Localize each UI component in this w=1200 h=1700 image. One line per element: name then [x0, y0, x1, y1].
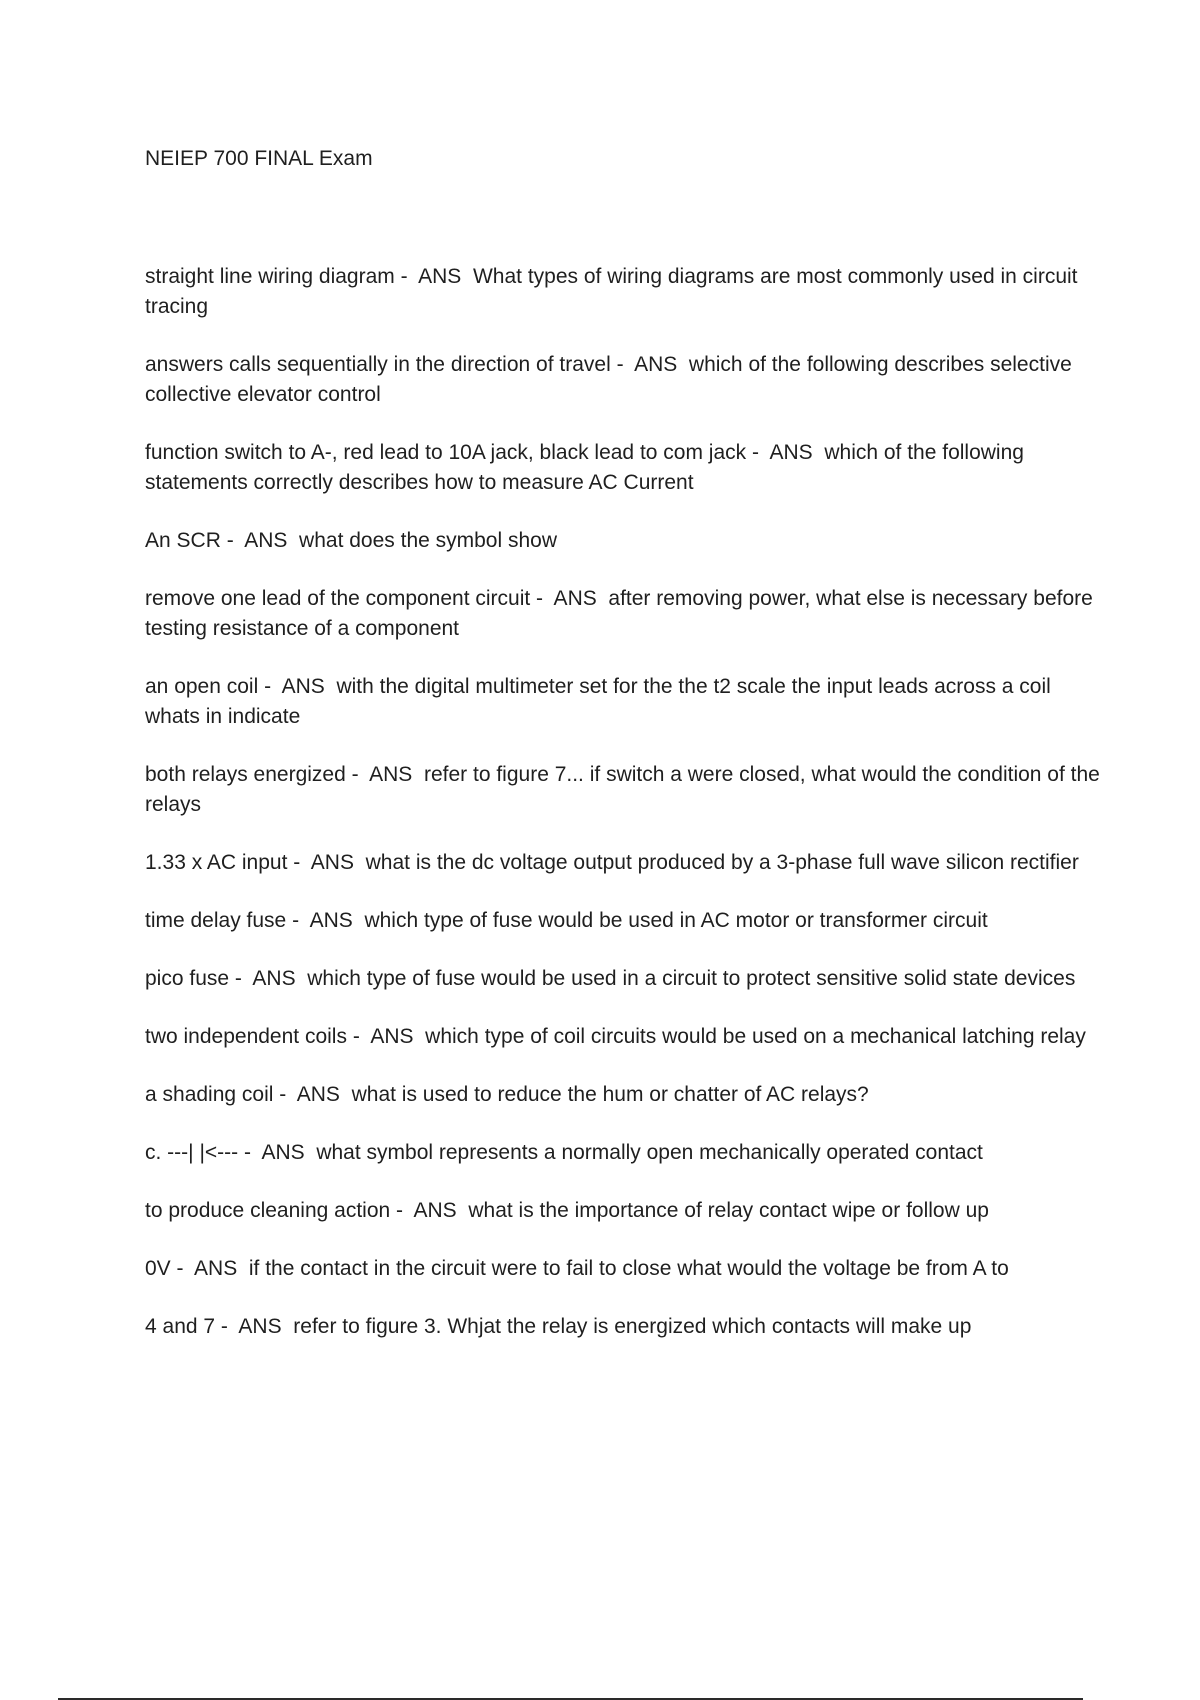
list-item: [145, 584, 1100, 644]
question-text: if the contact in the circuit were to fail to close what would the voltage be from A to: [248, 1257, 1009, 1280]
page-title: NEIEP 700 FINAL Exam: [145, 147, 373, 170]
question-text: which type of coil circuits would be used on a mechanical latching relay: [425, 1025, 1086, 1048]
question-text: What types of wiring diagrams are most commonly used in circuit tracing: [145, 265, 1078, 318]
list-item: [145, 848, 1100, 878]
list-item: [145, 262, 1100, 322]
answer-text: 0V: [145, 1257, 171, 1280]
list-item: [145, 906, 1100, 936]
answer-text: 1.33 x AC input: [145, 851, 288, 874]
ans-separator: - ANS: [394, 265, 473, 288]
ans-separator: - ANS: [390, 1199, 469, 1222]
list-item: [145, 1022, 1100, 1052]
ans-separator: - ANS: [345, 763, 424, 786]
list-item: [145, 526, 1100, 556]
ans-separator: - ANS: [530, 587, 609, 610]
list-item: [145, 1196, 1100, 1226]
question-text: what symbol represents a normally open mechanically operated contact: [316, 1141, 983, 1164]
question-text: what does the symbol show: [299, 529, 558, 552]
list-item: [145, 1080, 1100, 1110]
question-text: with the digital multimeter set for the the t2 scale the input leads across a coil whats in indicate: [145, 675, 1051, 728]
ans-separator: - ANS: [610, 353, 689, 376]
answer-text: answers calls sequentially in the direction of travel: [145, 353, 611, 376]
ans-separator: - ANS: [215, 1315, 294, 1338]
answer-text: pico fuse: [145, 967, 230, 990]
list-item: [145, 1312, 1100, 1342]
ans-separator: - ANS: [346, 1025, 426, 1048]
ans-separator: - ANS: [286, 909, 365, 932]
qa-list: [145, 262, 1100, 1370]
ans-separator: - ANS: [170, 1257, 249, 1280]
question-text: after removing power, what else is necessary before testing resistance of a component: [145, 587, 1093, 640]
answer-text: two independent coils: [145, 1025, 347, 1048]
question-text: what is the importance of relay contact wipe or follow up: [468, 1199, 989, 1222]
answer-text: function switch to A-, red lead to 10A jack, black lead to com jack: [145, 441, 747, 464]
answer-text: to produce cleaning action: [145, 1199, 391, 1222]
ans-separator: - ANS: [746, 441, 825, 464]
list-item: [145, 964, 1100, 994]
answer-text: a shading coil: [145, 1083, 274, 1106]
question-text: refer to figure 7... if switch a were closed, what would the condition of the relays: [145, 763, 1100, 816]
question-text: which of the following describes selective collective elevator control: [145, 353, 1072, 406]
answer-text: both relays energized: [145, 763, 346, 786]
answer-text: an open coil: [145, 675, 259, 698]
ans-separator: - ANS: [229, 967, 308, 990]
list-item: [145, 1254, 1100, 1284]
ans-separator: - ANS: [238, 1141, 317, 1164]
list-item: [145, 760, 1100, 820]
question-text: which type of fuse would be used in AC motor or transformer circuit: [364, 909, 988, 932]
answer-text: time delay fuse: [145, 909, 287, 932]
list-item: [145, 1138, 1100, 1168]
answer-text: c. ---| |<---: [145, 1141, 239, 1164]
ans-separator: - ANS: [273, 1083, 352, 1106]
answer-text: 4 and 7: [145, 1315, 216, 1338]
answer-text: remove one lead of the component circuit: [145, 587, 531, 610]
question-text: which type of fuse would be used in a circuit to protect sensitive solid state devices: [307, 967, 1076, 990]
question-text: refer to figure 3. Whjat the relay is energized which contacts will make up: [293, 1315, 972, 1338]
ans-separator: - ANS: [287, 851, 366, 874]
question-text: which of the following statements correctly describes how to measure AC Current: [145, 441, 1024, 494]
question-text: what is used to reduce the hum or chatter of AC relays?: [351, 1083, 869, 1106]
list-item: [145, 350, 1100, 410]
question-text: what is the dc voltage output produced by a 3-phase full wave silicon rectifier: [365, 851, 1079, 874]
ans-separator: - ANS: [258, 675, 337, 698]
answer-text: straight line wiring diagram: [145, 265, 395, 288]
answer-text: An SCR: [145, 529, 221, 552]
list-item: [145, 672, 1100, 732]
list-item: [145, 438, 1100, 498]
ans-separator: - ANS: [220, 529, 300, 552]
